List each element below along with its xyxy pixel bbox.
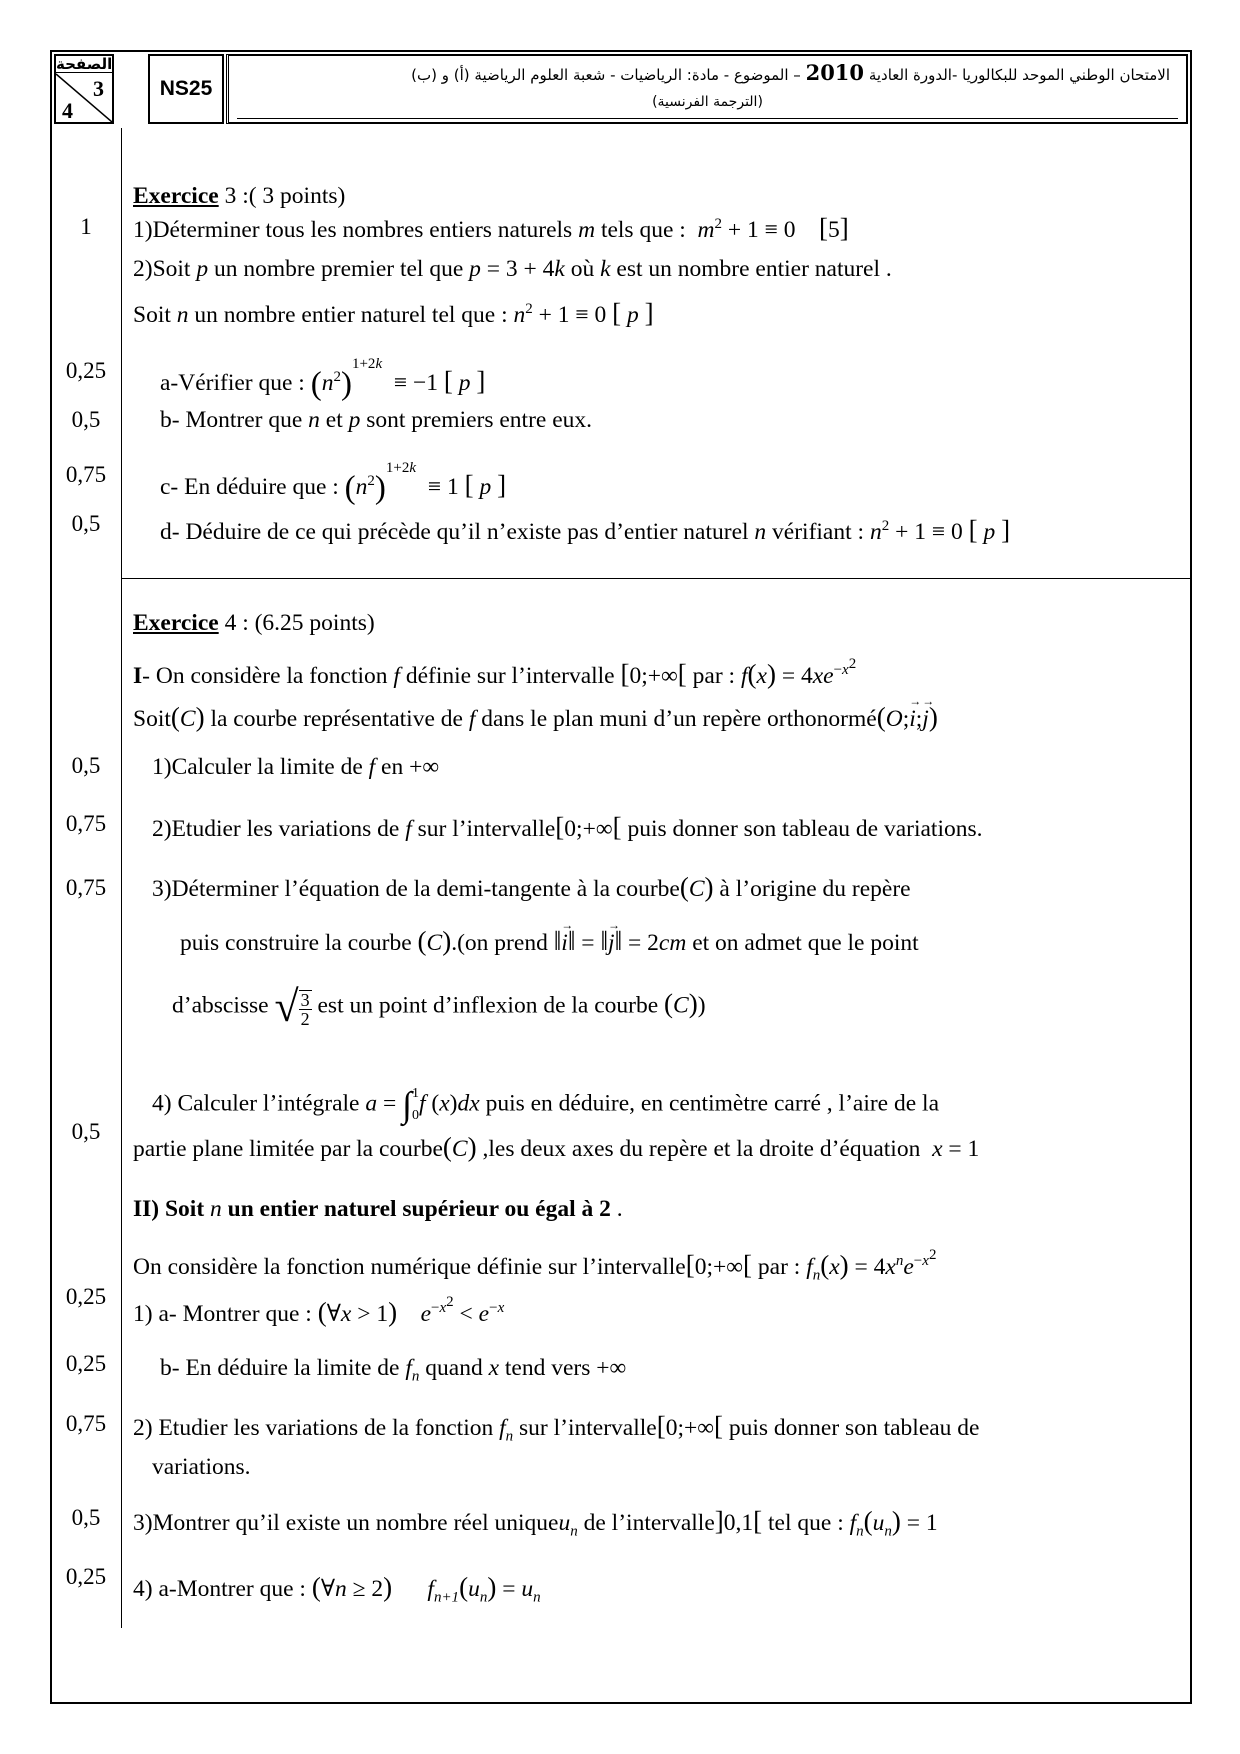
score: 1 (80, 214, 92, 239)
ex3-qd: d- Déduire de ce qui précède qu’il n’existe pas d’entier naturel n vérifiant : $n^2 + 1 \equiv 0$ [ p ] (160, 514, 1011, 545)
ex4-q3-b: à l’origine du repère (719, 876, 911, 902)
sqrt-three-halves: √ $\frac{3}{2}$ (274, 982, 310, 1031)
score: 0,75 (65, 462, 107, 487)
ex4-soit-c-c: dans le plan muni d’un repère orthonormé (481, 706, 877, 732)
ex4-II-q2-c: puis donner son tableau de (728, 1415, 980, 1441)
ex3-q2-c: où (564, 256, 601, 282)
ex4-II-title: II) Soit n un entier naturel supérieur ou égal à 2 . (133, 1196, 623, 1222)
ex4-q3: 3)Déterminer l’équation de la demi-tangente à la courbe(C) à l’origine du repère (152, 872, 911, 902)
ex4-q1-text: 1)Calculer la limite de (152, 754, 369, 780)
ex4-II-q1a: 1) a- Montrer que : (∀x > 1) $e^{-x^2} < e^{-x}$ (133, 1294, 505, 1327)
ex4-II-q4: 4) a-Montrer que : (∀n ≥ 2) $f_{n+1}(u_n) = u_n$ (133, 1572, 541, 1606)
ex3-q2-line2-b: un nombre entier naturel tel que : (194, 301, 514, 328)
ex4-q3-l2-c: et on admet que le point (692, 930, 919, 956)
ex4-q3-l3-b: est un point d’inflexion de la courbe (317, 992, 665, 1019)
score: 0,5 (71, 407, 101, 432)
exam-code: NS25 (148, 54, 224, 124)
exercise-points: 3 :( 3 points) (218, 183, 346, 209)
ex4-q1: 1)Calculer la limite de f en +∞ (152, 754, 440, 780)
ex3-qb: b- Montrer que n et p sont premiers entre eux. (160, 407, 593, 433)
score: 0,5 (71, 511, 101, 536)
ex4-II-q3-b: de l’intervalle (583, 1510, 715, 1536)
ex4-q1-b: en (381, 754, 410, 780)
ex4-q4-b: puis en déduire, en centimètre carré , l’aire de la (485, 1090, 940, 1117)
exercise-separator (121, 578, 1190, 579)
ex4-II-title-b: un entier naturel supérieur ou égal à 2 (227, 1196, 611, 1222)
ex4-q3-line2: puis construire la courbe (C).(on prend ‖→ i‖ = ‖→ j‖ = 2cm et on admet que le point (180, 930, 919, 957)
ex3-q2-line2: Soit n un nombre entier naturel tel que : $n^2 + 1 \equiv 0$ [ p ] (133, 297, 654, 328)
ex3-q2-d: est un nombre entier naturel . (616, 256, 892, 282)
exam-subject: – الموضوع - مادة: الرياضيات - شعبة العلوم الرياضية (أ) و (ب) (411, 66, 801, 84)
ex4-II-q1a-text: 1) a- Montrer que : (133, 1300, 318, 1327)
ex4-II-title-text: II) Soit (133, 1196, 211, 1222)
ex3-qa-text: a-Vérifier que : (160, 370, 311, 396)
ex4-II-q4-text: 4) a-Montrer que : (133, 1576, 312, 1602)
ex4-q2-text: 2)Etudier les variations de (152, 816, 406, 842)
score: 0,5 (71, 753, 101, 778)
ex4-I-intro: I- On considère la fonction f définie sur l’intervalle [0;+∞[ par : $f(x) = 4xe^{-x^2}$ (133, 656, 857, 689)
ex4-II-intro: On considère la fonction numérique définie sur l’intervalle[0;+∞[ par : $f_n(x) = 4x^ne^{-x^2}$ (133, 1247, 937, 1284)
ex3-qb-c: sont premiers entre eux. (366, 407, 593, 433)
ex4-I-intro-b: définie sur l’intervalle (405, 662, 621, 689)
score: 0,75 (65, 811, 107, 836)
ex3-qc: c- En déduire que : $(n^2)^{1+2k} \equiv 1$ [ p ] (160, 460, 507, 506)
ex3-q2-b: un nombre premier tel que (213, 256, 470, 282)
score: 0,25 (65, 358, 107, 383)
title-underline (237, 118, 1178, 119)
ex3-qd-text: d- Déduire de ce qui précède qu’il n’existe pas d’entier naturel (160, 518, 755, 545)
exercise-points: 4 : (6.25 points) (218, 610, 375, 636)
page-label: الصفحة (56, 55, 113, 73)
ex4-II-q1b: b- En déduire la limite de $f_n$ quand x tend vers +∞ (160, 1355, 627, 1385)
ex4-q4-text: 4) Calculer l’intégrale (152, 1090, 366, 1117)
ex4-q3-l2-text: puis construire la courbe (180, 930, 418, 956)
score: 0,75 (65, 1411, 107, 1436)
score: 0,25 (65, 1284, 107, 1309)
page-number: 3 (93, 76, 104, 101)
ex4-q3-l2-b: .(on prend (451, 930, 554, 956)
ex4-II-title-c: . (610, 1196, 623, 1222)
ex4-q3-line3: d’abscisse √ $\frac{3}{2}$ est un point d’inflexion de la courbe (C)) (172, 982, 706, 1031)
ex3-q1: 1)Déterminer tous les nombres entiers naturels m tels que : $m^2 + 1 \equiv 0$ [5] (133, 212, 849, 243)
ex3-qc-text: c- En déduire que : (160, 474, 345, 500)
ex4-II-q2: 2) Etudier les variations de la fonction $f_n$ sur l’intervalle[0;+∞[ puis donner son tableau de (133, 1411, 980, 1445)
ex4-q2-c: puis donner son tableau de variations. (627, 816, 983, 842)
score: 0,5 (71, 1119, 101, 1144)
exam-title-box (226, 54, 1188, 124)
ex4-q4-l2-text: partie plane limitée par la courbe (133, 1136, 443, 1162)
ex4-q2: 2)Etudier les variations de f sur l’intervalle[0;+∞[ puis donner son tableau de variations. (152, 812, 983, 842)
ex4-II-q2-l2-text: variations. (152, 1454, 251, 1480)
ex4-II-q1b-text: b- En déduire la limite de (160, 1355, 406, 1381)
score: 0,75 (65, 875, 107, 900)
exercise3-title (133, 183, 345, 210)
ex4-I-intro-text: - On considère la fonction (142, 662, 394, 689)
page-number-box (54, 54, 114, 124)
ex4-II-q2-b: sur l’intervalle (519, 1415, 657, 1441)
ex4-II-intro-b: par : (757, 1253, 807, 1280)
page-total: 4 (62, 98, 73, 123)
ex4-II-q1b-b: quand (425, 1355, 483, 1381)
ex4-q4-l2-b: ,les deux axes du repère et la droite d’équation (476, 1136, 927, 1162)
ex3-q2-line2-text: Soit (133, 301, 177, 328)
ex4-q3-l3-text: d’abscisse (172, 992, 275, 1019)
ex3-q2-text: 2)Soit (133, 256, 191, 282)
ex4-q4-line2: partie plane limitée par la courbe(C) ,les deux axes du repère et la droite d’équation x = 1 (133, 1132, 980, 1162)
ex3-qb-text: b- Montrer que (160, 407, 309, 433)
ex4-II-q3: 3)Montrer qu’il existe un nombre réel uniqueu$_n$ de l’intervalle]0,1[ tel que : $f_n(u_n) = 1$ (133, 1506, 938, 1540)
ex3-qa: a-Vérifier que : $(n^2)^{1+2k} \equiv -1$ [ p ] (160, 356, 486, 402)
exercise-label: Exercice (133, 183, 219, 209)
score: 0,25 (65, 1351, 107, 1376)
exercise-label: Exercice (133, 610, 219, 636)
ex4-II-q2-text: 2) Etudier les variations de la fonction (133, 1415, 500, 1441)
translation-note: (الترجمة الفرنسية) (652, 94, 763, 110)
exam-title-text: الامتحان الوطني الموحد للبكالوريا -الدورة العادية (868, 66, 1170, 84)
ex4-q2-b: sur l’intervalle (417, 816, 556, 842)
score: 0,5 (71, 1505, 101, 1530)
ex4-II-q1b-c: tend vers (504, 1355, 597, 1381)
exercise4-title (133, 610, 375, 637)
exam-title (411, 60, 1170, 85)
ex3-qb-b: et (319, 407, 349, 433)
ex4-II-q3-c: tel que : (768, 1510, 850, 1536)
score: 0,25 (65, 1564, 107, 1589)
ex3-qd-b: vérifiant : (772, 518, 870, 545)
ex3-q1-text: 1)Déterminer tous les nombres entiers naturels (133, 216, 573, 243)
ex4-I-intro-c: par : (692, 662, 741, 689)
ex4-soit-c: Soit(C) la courbe représentative de f dans le plan muni d’un repère orthonormé(O;→ i;→ j) (133, 706, 938, 733)
ex3-q2: 2)Soit p un nombre premier tel que p = 3 + 4k où k est un nombre entier naturel . (133, 256, 892, 282)
ex4-soit-c-text: Soit (133, 706, 171, 732)
exam-year: 2010 (805, 60, 865, 85)
ex4-II-q2-line2 (152, 1454, 251, 1481)
ex4-soit-c-b: la courbe représentative de (204, 706, 469, 732)
ex4-II-q3-text: 3)Montrer qu’il existe un nombre réel unique (133, 1510, 559, 1536)
ex3-q1-tail: tels que : (595, 216, 686, 243)
ex4-q4: 4) Calculer l’intégrale a = ∫ 1 0 f (x)dx puis en déduire, en centimètre carré , l’aire de la (152, 1084, 940, 1125)
ex4-II-intro-text: On considère la fonction numérique définie sur l’intervalle (133, 1253, 686, 1280)
ex4-q3-text: 3)Déterminer l’équation de la demi-tangente à la courbe (152, 876, 680, 902)
